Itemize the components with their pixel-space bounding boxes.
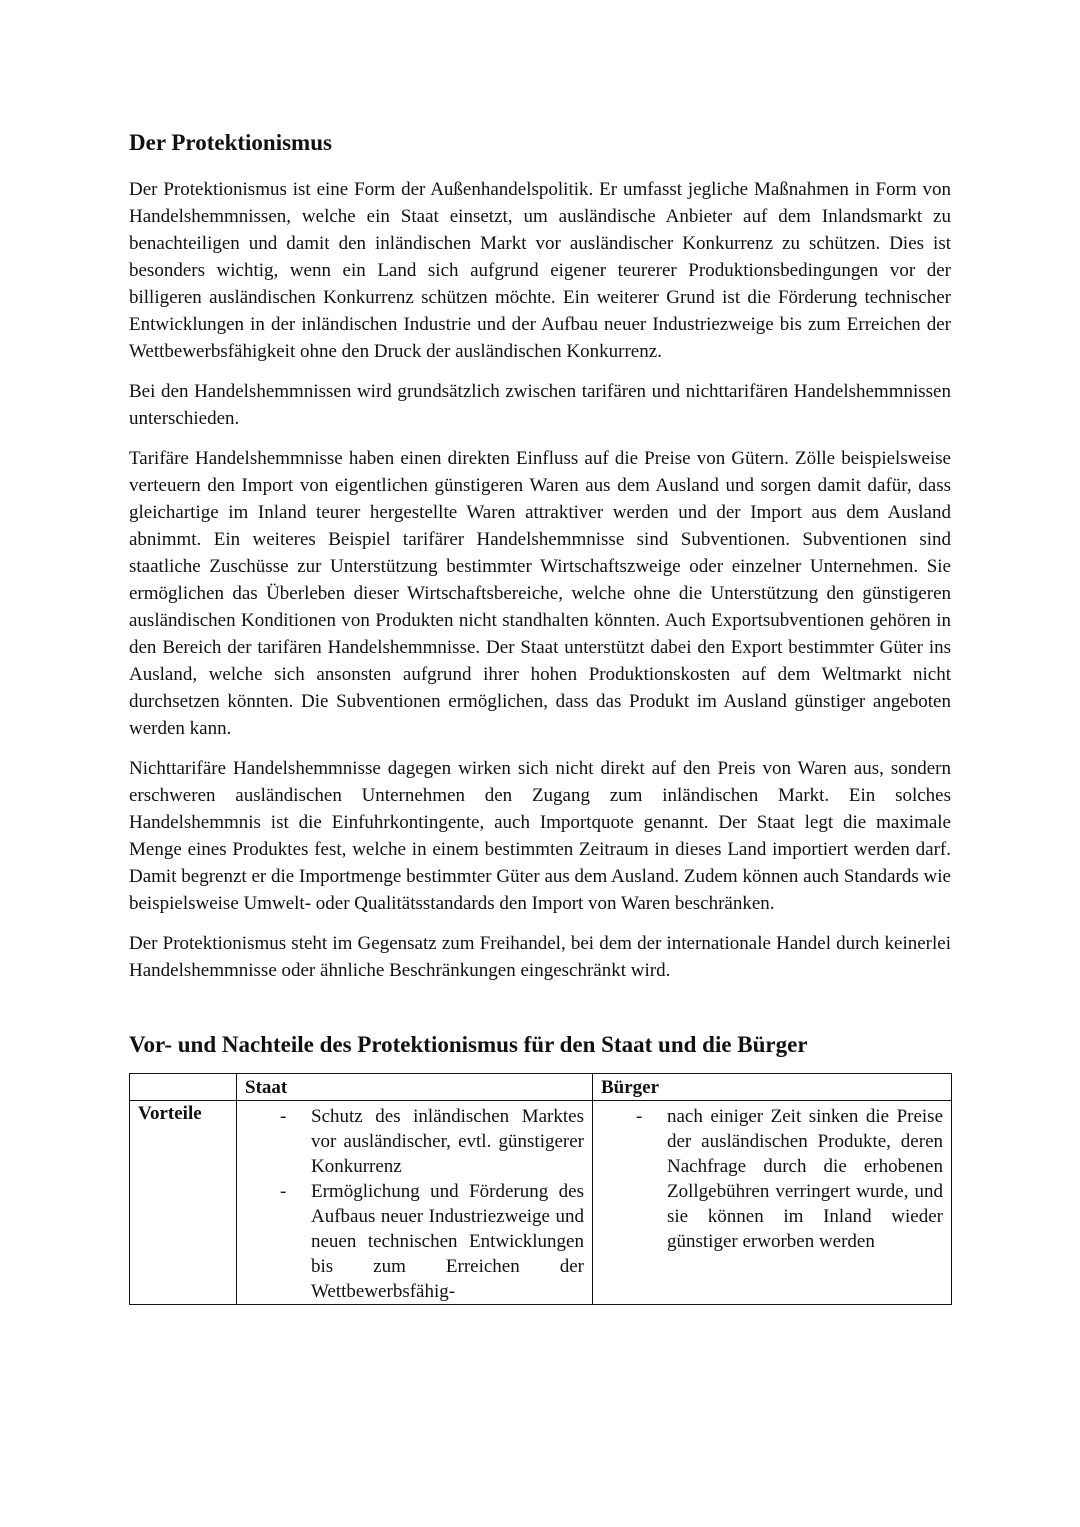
list-item: - Schutz des inländischen Marktes vor ausländischer, evtl. günstigerer Konkurrenz xyxy=(245,1104,584,1179)
section-heading: Der Protektionismus xyxy=(129,130,332,155)
header-staat: Staat xyxy=(237,1074,593,1101)
table-row xyxy=(130,1101,952,1305)
document-page xyxy=(129,128,951,1305)
header-buerger: Bürger xyxy=(593,1074,952,1101)
paragraph-free-trade-contrast: Der Protektionismus steht im Gegensatz zum Freihandel, bei dem der internationale Handel durch keinerlei Handelshemmnisse oder ähnliche Beschränkungen eingeschränkt wird. xyxy=(129,933,951,981)
paragraph-non-tariff-barriers: Nichttarifäre Handelshemmnisse dagegen wirken sich nicht direkt auf den Preis von Waren aus, sondern erschweren ausländischen Unternehmen den Zugang zum inländischen Markt. Ein solches Handelshemmnis ist die Einfuhrkontingente, auch Importquote genannt. Der Staat legt die maximale Menge eines Produktes fest, welche in einem bestimmten Zeitraum in dieses Land importiert werden darf. Damit begrenzt er die Importmenge bestimmter Güter aus dem Ausland. Zudem können auch Standards wie beispielsweise Umwelt- oder Qualitätsstandards den Import von Waren beschränken. xyxy=(129,758,951,914)
table-heading: Vor- und Nachteile des Protektionismus für den Staat und die Bürger xyxy=(129,1032,808,1057)
paragraph-definition: Der Protektionismus ist eine Form der Außenhandelspolitik. Er umfasst jegliche Maßnahmen in Form von Handelshemmnissen, welche ein Staat einsetzt, um ausländische Anbieter auf dem Inlandsmarkt zu benachteiligen und damit den inländischen Markt vor ausländischer Konkurrenz zu schützen. Dies ist besonders wichtig, wenn ein Land sich aufgrund eigener teurerer Produktionsbedingungen vor der billigeren ausländischen Konkurrenz schützen möchte. Ein weiterer Grund ist die Förderung technischer Entwicklungen in der inländischen Industrie und der Aufbau neuer Industriezweige bis zum Erreichen der Wettbewerbsfähigkeit ohne den Druck der ausländischen Konkurrenz. xyxy=(129,179,951,362)
pros-cons-table xyxy=(129,1073,952,1305)
list-item: - Ermöglichung und Förderung des Aufbaus neuer Industriezweige und neuen technischen Entwicklungen bis zum Erreichen der Wettbewerbsfähig- xyxy=(245,1179,584,1304)
paragraph-classification: Bei den Handelshemmnissen wird grundsätzlich zwischen tarifären und nichttarifären Handelshemmnissen unterschieden. xyxy=(129,381,951,429)
staat-cell xyxy=(237,1101,593,1305)
staat-item-list xyxy=(245,1101,584,1304)
table-header-row xyxy=(130,1074,952,1101)
paragraph-tariff-barriers: Tarifäre Handelshemmnisse haben einen direkten Einfluss auf die Preise von Gütern. Zölle beispielsweise verteuern den Import von eigentlichen günstigeren Waren aus dem Ausland und sorgen damit dafür, dass gleichartige im Inland teurer hergestellte Waren attraktiver werden und der Import aus dem Ausland abnimmt. Ein weiteres Beispiel tarifärer Handelshemmnisse sind Subventionen. Subventionen sind staatliche Zuschüsse zur Unterstützung bestimmter Wirtschaftszweige oder einzelner Unternehmen. Sie ermöglichen das Überleben dieser Wirtschaftsbereiche, welche ohne die Unterstützung den günstigeren ausländischen Konditionen von Produkten nicht standhalten könnten. Auch Exportsubventionen gehören in den Bereich der tarifären Handelshemmnisse. Der Staat unterstützt dabei den Export bestimmter Güter ins Ausland, welche sich ansonsten aufgrund ihrer hohen Produktionskosten auf dem Weltmarkt nicht durchsetzen könnten. Die Subventionen ermöglichen, dass das Produkt im Ausland günstiger angeboten werden kann. xyxy=(129,448,951,739)
row-label-vorteile: Vorteile xyxy=(130,1101,237,1305)
buerger-item-list xyxy=(601,1101,943,1254)
buerger-cell xyxy=(593,1101,952,1305)
header-empty-cell xyxy=(130,1074,237,1101)
list-item: - nach einiger Zeit sinken die Preise der ausländischen Produkte, deren Nachfrage durch die erhobenen Zollgebühren verringert wurde, und sie können im Inland wieder günstiger erworben werden xyxy=(601,1104,943,1254)
